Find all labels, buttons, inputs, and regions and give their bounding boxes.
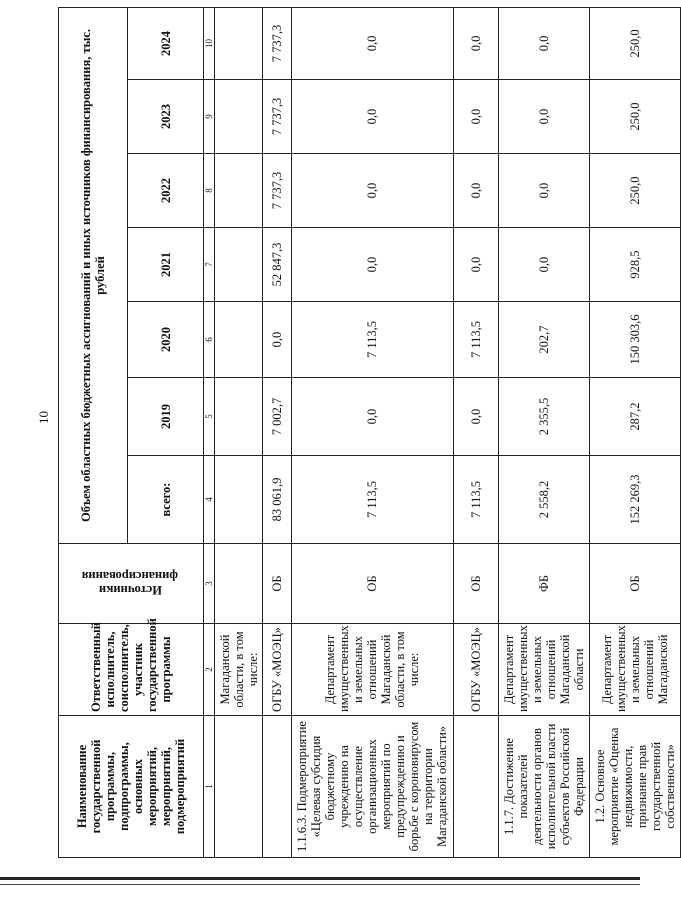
row-value: 7 002,7 (263, 378, 292, 456)
header-funding-source (59, 544, 204, 624)
column-number: 8 (204, 154, 215, 228)
row-value: 0,0 (498, 154, 589, 228)
column-number: 2 (204, 624, 215, 716)
table-row (263, 7, 292, 857)
header-year: 2024 (128, 7, 204, 79)
row-value (215, 7, 263, 79)
column-number: 10 (204, 7, 215, 79)
row-value: 7 113,5 (291, 302, 453, 378)
row-value (215, 302, 263, 378)
row-value: 0,0 (454, 7, 499, 79)
column-number: 3 (204, 544, 215, 624)
header-funding-title: Объем областных бюджетных ассигнований и иных источников финансирования, тыс. рублей (59, 7, 128, 543)
row-value (215, 154, 263, 228)
row-name: 1.1.7. Достижение показателей деятельности органов исполнительной власти субъектов Российской Федерации (498, 716, 589, 858)
row-value: 7 737,3 (263, 80, 292, 154)
row-executor: Департамент имущественных и земельных отношений Магаданской области (498, 624, 589, 716)
row-value: 7 113,5 (454, 302, 499, 378)
header-year: 2019 (128, 378, 204, 456)
column-number: 5 (204, 378, 215, 456)
row-value: 0,0 (291, 154, 453, 228)
row-value: 0,0 (454, 154, 499, 228)
row-value: 7 737,3 (263, 7, 292, 79)
header-executor: Ответственный исполнитель, соисполнитель, участник государственной программы (59, 624, 204, 716)
page-number: 10 (36, 411, 51, 424)
row-value: 0,0 (498, 228, 589, 302)
table-row (589, 7, 680, 857)
row-value: 202,7 (498, 302, 589, 378)
row-value: 928,5 (589, 228, 680, 302)
row-value: 7 737,3 (263, 154, 292, 228)
row-name (263, 716, 292, 858)
row-name (454, 716, 499, 858)
header-year: 2023 (128, 80, 204, 154)
row-source: ОБ (454, 544, 499, 624)
row-source: ОБ (589, 544, 680, 624)
funding-table (58, 7, 681, 858)
row-total: 7 113,5 (454, 456, 499, 544)
row-value: 250,0 (589, 7, 680, 79)
row-value: 2 355,5 (498, 378, 589, 456)
row-executor: ОГБУ «МОЭЦ» (263, 624, 292, 716)
row-value (215, 378, 263, 456)
row-value: 0,0 (498, 80, 589, 154)
table-row (291, 7, 453, 857)
row-name: 1.2. Основное мероприятие «Оценка недвижимости, признание прав государственной собственности» (589, 716, 680, 858)
row-value (215, 80, 263, 154)
row-value: 0,0 (454, 228, 499, 302)
row-total: 2 558,2 (498, 456, 589, 544)
row-executor: ОГБУ «МОЭЦ» (454, 624, 499, 716)
row-value: 287,2 (589, 378, 680, 456)
header-year: 2021 (128, 228, 204, 302)
row-source: ОБ (263, 544, 292, 624)
row-executor: Департамент имущественных и земельных отношений Магаданской области, в том числе: (291, 624, 453, 716)
header-funding-source-text: Источники финансирования (81, 569, 178, 598)
row-name (215, 716, 263, 858)
row-total: 83 061,9 (263, 456, 292, 544)
header-year: 2020 (128, 302, 204, 378)
table-row (215, 7, 263, 857)
column-number: 7 (204, 228, 215, 302)
row-source (215, 544, 263, 624)
table-row (498, 7, 589, 857)
column-number: 4 (204, 456, 215, 544)
row-value (215, 228, 263, 302)
row-value: 0,0 (291, 378, 453, 456)
row-value: 0,0 (291, 228, 453, 302)
header-total: всего: (128, 456, 204, 544)
row-value: 0,0 (498, 7, 589, 79)
row-value: 250,0 (589, 80, 680, 154)
footer-rule-thin (0, 884, 640, 885)
row-total: 7 113,5 (291, 456, 453, 544)
row-value: 0,0 (291, 7, 453, 79)
footer-rule (0, 877, 640, 880)
row-value: 0,0 (291, 80, 453, 154)
row-total: 152 269,3 (589, 456, 680, 544)
header-program-name: Наименование государственной программы, подпрограммы, основных мероприятий, мероприятий, подмероприятий (59, 716, 204, 858)
row-executor: Магаданской области, в том числе: (215, 624, 263, 716)
column-number-row (204, 7, 215, 857)
table-row (454, 7, 499, 857)
row-value: 0,0 (454, 80, 499, 154)
row-value: 0,0 (263, 302, 292, 378)
header-row-1 (59, 7, 128, 857)
header-year: 2022 (128, 154, 204, 228)
row-source: ФБ (498, 544, 589, 624)
row-executor: Департамент имущественных и земельных отношений Магаданской (589, 624, 680, 716)
rotated-page-content (58, 8, 677, 858)
row-value: 52 847,3 (263, 228, 292, 302)
column-number: 1 (204, 716, 215, 858)
row-name: 1.1.6.3. Подмероприятие «Целевая субсидия бюджетному учреждению на осуществление организационных мероприятий по предупреждению и борьбе с короновирусом на территории Магаданской области» (291, 716, 453, 858)
column-number: 6 (204, 302, 215, 378)
row-value: 0,0 (454, 378, 499, 456)
column-number: 9 (204, 80, 215, 154)
table-body (215, 7, 681, 857)
row-value: 150 303,6 (589, 302, 680, 378)
row-source: ОБ (291, 544, 453, 624)
row-value: 250,0 (589, 154, 680, 228)
row-total (215, 456, 263, 544)
